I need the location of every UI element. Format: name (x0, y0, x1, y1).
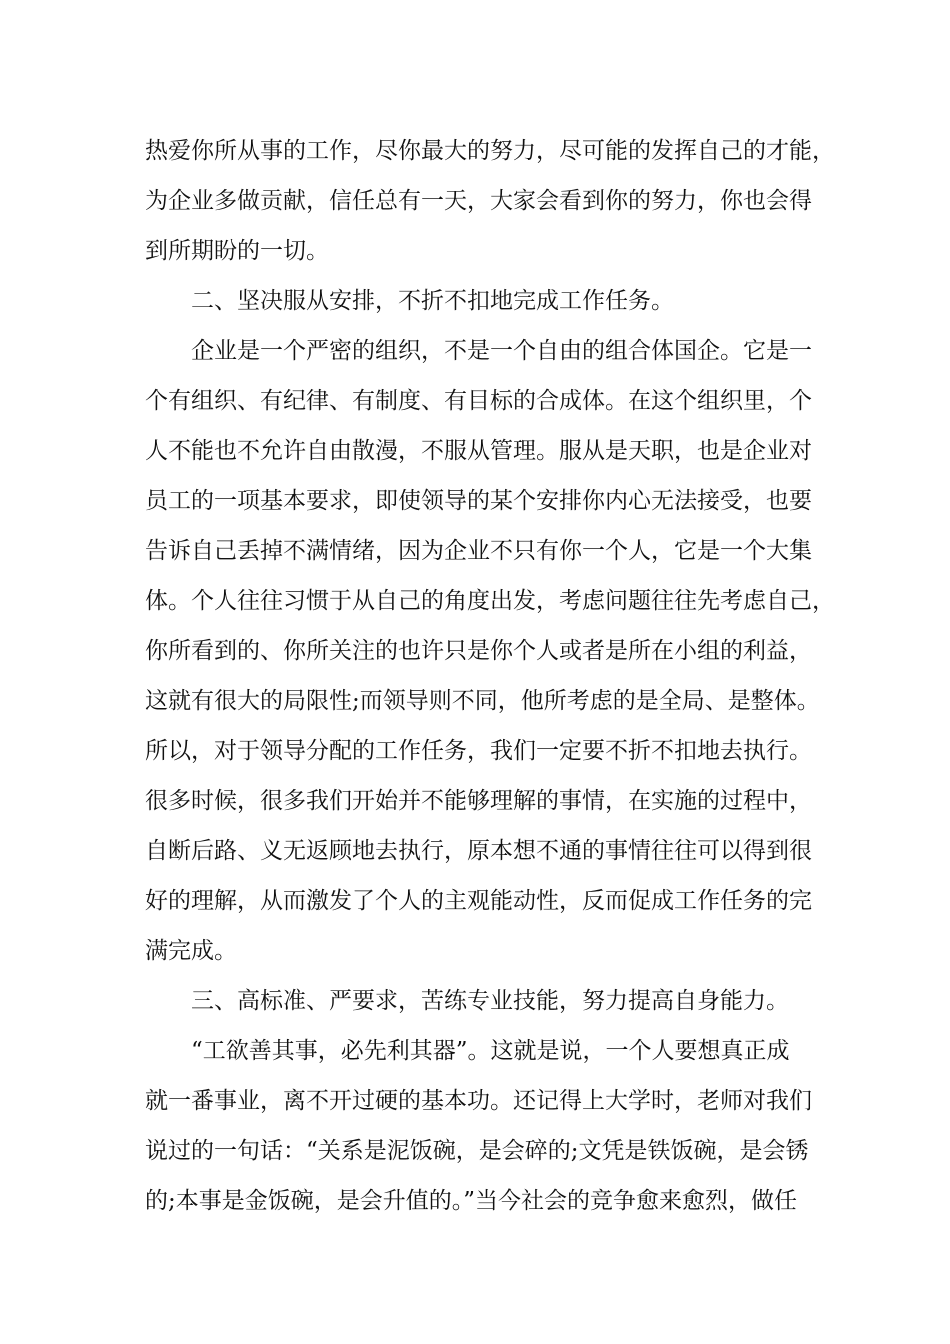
text-line: 所以，对于领导分配的工作任务，我们一定要不折不扣地去执行。 (145, 738, 812, 764)
text-line: 就一番事业，离不开过硬的基本功。还记得上大学时，老师对我们 (145, 1088, 812, 1114)
text-line: 个有组织、有纪律、有制度、有目标的合成体。在这个组织里，个 (145, 388, 812, 414)
text-line: 自断后路、义无返顾地去执行，原本想不通的事情往往可以得到很 (145, 838, 812, 864)
text-line: 这就有很大的局限性;而领导则不同，他所考虑的是全局、是整体。 (145, 688, 820, 714)
text-line: 企业是一个严密的组织，不是一个自由的组合体国企。它是一 (191, 338, 812, 364)
document-body (145, 126, 835, 1226)
text-line: 说过的一句话：“关系是泥饭碗，是会碎的;文凭是铁饭碗，是会锈 (145, 1138, 809, 1164)
text-line: 告诉自己丢掉不满情绪，因为企业不只有你一个人，它是一个大集 (145, 538, 812, 564)
text-line: 满完成。 (145, 938, 237, 964)
text-line: “工欲善其事，必先利其器”。这就是说，一个人要想真正成 (191, 1038, 790, 1064)
text-line: 员工的一项基本要求，即使领导的某个安排你内心无法接受，也要 (145, 488, 812, 514)
text-line: 热爱你所从事的工作，尽你最大的努力，尽可能的发挥自己的才能， (145, 138, 835, 164)
section-heading: 三、高标准、严要求，苦练专业技能，努力提高自身能力。 (191, 988, 789, 1014)
text-line: 你所看到的、你所关注的也许只是你个人或者是所在小组的利益， (145, 638, 812, 664)
text-line: 好的理解，从而激发了个人的主观能动性，反而促成工作任务的完 (145, 888, 812, 914)
section-heading: 二、坚决服从安排，不折不扣地完成工作任务。 (191, 288, 674, 314)
text-line: 很多时候，很多我们开始并不能够理解的事情，在实施的过程中， (145, 788, 812, 814)
text-line: 体。个人往往习惯于从自己的角度出发，考虑问题往往先考虑自己， (145, 588, 835, 614)
text-line: 为企业多做贡献，信任总有一天，大家会看到你的努力，你也会得 (145, 188, 812, 214)
text-line: 的;本事是金饭碗，是会升值的。”当今社会的竞争愈来愈烈，做任 (145, 1188, 798, 1214)
text-line: 到所期盼的一切。 (145, 238, 329, 264)
text-line: 人不能也不允许自由散漫，不服从管理。服从是天职，也是企业对 (145, 438, 812, 464)
